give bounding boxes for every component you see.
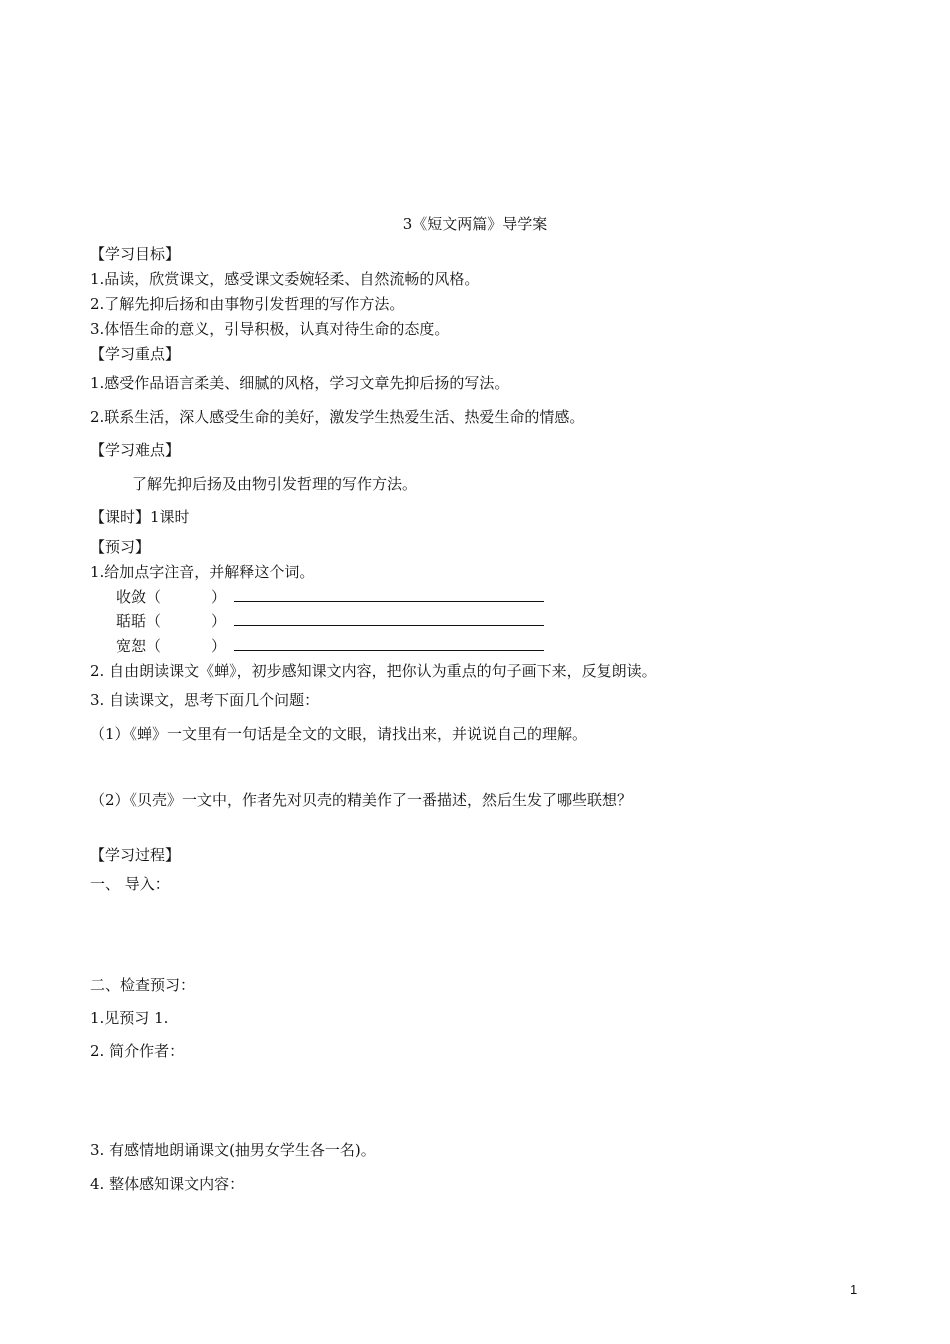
objective-item-1: 1.品读，欣赏课文，感受课文委婉轻柔、自然流畅的风格。 [90,270,480,288]
preview-word-row [116,587,544,607]
preview-question-2: 2. 自由朗读课文《蝉》，初步感知课文内容，把你认为重点的句子画下来，反复朗读。 [90,662,657,680]
preview-word-close: ） [211,588,227,606]
preview-word: 聒聒（ [116,612,162,630]
answer-blank[interactable] [234,587,544,602]
process-item-1: 1.见预习 1. [90,1009,169,1027]
preview-word-row [116,611,544,631]
process-item-2: 2. 简介作者： [90,1042,185,1060]
answer-blank[interactable] [234,611,544,626]
preview-word: 收敛（ [116,588,162,606]
process-item-3: 3. 有感情地朗诵课文(抽男女学生各一名)。 [90,1141,376,1159]
difficulties-heading: 【学习难点】 [90,441,181,459]
preview-question-3-1: （1）《蝉》一文里有一句话是全文的文眼，请找出来，并说说自己的理解。 [90,725,588,743]
page-number: 1 [850,1282,858,1297]
key-point-item-1: 1.感受作品语言柔美、细腻的风格，学习文章先抑后扬的写法。 [90,374,510,392]
preview-question-3-2: （2）《贝壳》一文中，作者先对贝壳的精美作了一番描述，然后生发了哪些联想？ [90,791,633,809]
key-point-item-2: 2.联系生活，深人感受生命的美好，激发学生热爱生活、热爱生命的情感。 [90,408,585,426]
preview-word: 宽恕（ [116,637,162,655]
difficulties-text: 了解先抑后扬及由物引发哲理的写作方法。 [132,475,418,493]
process-heading: 【学习过程】 [90,846,181,864]
preview-word-close: ） [211,637,227,655]
period-line: 【课时】1课时 [90,508,190,526]
page-title: 3《短文两篇》导学案 [402,215,548,233]
preview-word-row [116,636,544,656]
process-check: 二、检查预习： [90,976,196,994]
objectives-heading: 【学习目标】 [90,245,181,263]
preview-heading: 【预习】 [90,538,151,556]
answer-blank[interactable] [234,636,544,651]
objective-item-3: 3.体悟生命的意义，引导积极，认真对待生命的态度。 [90,320,450,338]
preview-word-close: ） [211,612,227,630]
preview-question-1: 1.给加点字注音，并解释这个词。 [90,563,315,581]
objective-item-2: 2.了解先抑后扬和由事物引发哲理的写作方法。 [90,295,405,313]
preview-question-3: 3. 自读课文，思考下面几个问题： [90,691,320,709]
process-intro: 一、 导入： [90,875,170,893]
process-item-4: 4. 整体感知课文内容： [90,1175,245,1193]
key-points-heading: 【学习重点】 [90,345,181,363]
